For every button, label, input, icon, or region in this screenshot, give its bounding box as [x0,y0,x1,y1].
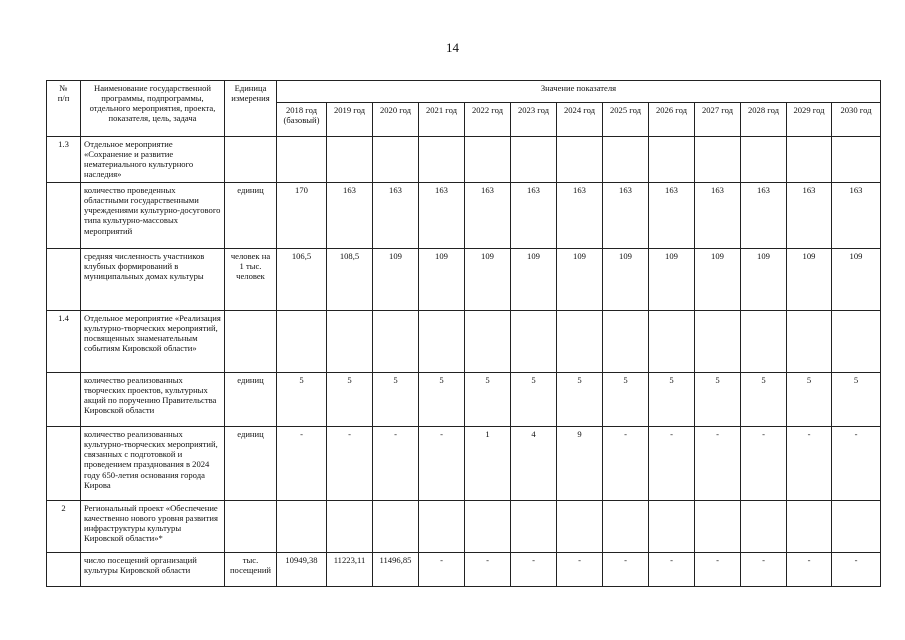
row-value: - [327,427,373,501]
header-year: 2024 год [557,103,603,137]
row-number [47,427,81,501]
table-row [47,501,881,553]
header-row-top [47,81,881,103]
table-row [47,137,881,183]
row-value: 5 [511,373,557,427]
row-value [787,501,832,553]
row-value: 163 [603,183,649,249]
row-value [649,137,695,183]
row-value: - [741,427,787,501]
row-value: 5 [649,373,695,427]
row-value: 11223,11 [327,553,373,587]
row-value: - [277,427,327,501]
row-unit: человек на 1 тыс. человек [225,249,277,311]
row-value: 109 [832,249,881,311]
row-value: - [511,553,557,587]
row-value: 109 [649,249,695,311]
row-value: 109 [465,249,511,311]
row-value: 5 [695,373,741,427]
row-value: 4 [511,427,557,501]
row-value: 5 [277,373,327,427]
page-number: 14 [446,40,459,55]
row-value [465,501,511,553]
header-unit: Единица измерения [225,81,277,137]
row-value [419,311,465,373]
table-body [47,137,881,587]
row-value [277,501,327,553]
row-name: Отдельное мероприятие «Сохранение и развитие нематериального культурного наследия» [81,137,225,183]
row-number [47,553,81,587]
row-name: количество проведенных областными государственными учреждениями культурно-досугового типа культурно-массовых мероприятий [81,183,225,249]
row-unit [225,501,277,553]
row-value: 106,5 [277,249,327,311]
row-value: 163 [695,183,741,249]
header-year: 2027 год [695,103,741,137]
row-value: 5 [373,373,419,427]
table-row [47,183,881,249]
row-value: 163 [741,183,787,249]
row-value [373,137,419,183]
row-value: 109 [511,249,557,311]
header-year: 2026 год [649,103,695,137]
row-value [511,311,557,373]
header-year: 2030 год [832,103,881,137]
row-value: - [603,553,649,587]
row-number [47,373,81,427]
header-year: 2022 год [465,103,511,137]
row-value [649,311,695,373]
row-value: 109 [373,249,419,311]
row-number: 2 [47,501,81,553]
row-value [832,311,881,373]
header-year: 2020 год [373,103,419,137]
row-value: - [741,553,787,587]
row-value: 5 [327,373,373,427]
row-value: 5 [465,373,511,427]
row-value [603,501,649,553]
row-value: - [832,427,881,501]
row-value [695,137,741,183]
row-value [373,501,419,553]
row-value: 163 [327,183,373,249]
row-value [603,137,649,183]
row-number: 1.3 [47,137,81,183]
row-value [277,137,327,183]
row-value: 163 [373,183,419,249]
row-value: - [787,553,832,587]
row-value [327,311,373,373]
row-value [649,501,695,553]
row-value: 1 [465,427,511,501]
table-row [47,553,881,587]
row-value: 5 [557,373,603,427]
row-value [277,311,327,373]
header-num: № п/п [47,81,81,137]
row-value [465,137,511,183]
row-value: - [603,427,649,501]
row-value [419,501,465,553]
row-value: 109 [695,249,741,311]
row-unit [225,137,277,183]
row-value: 163 [511,183,557,249]
header-name: Наименование государственной программы, подпрограммы, отдельного мероприятия, проекта, показателя, цель, задача [81,81,225,137]
row-value [419,137,465,183]
row-name: средняя численность участников клубных формирований в муниципальных домах культуры [81,249,225,311]
table-row [47,427,881,501]
row-name: Региональный проект «Обеспечение качественно нового уровня развития инфраструктуры культуры Кировской области»* [81,501,225,553]
row-value [832,501,881,553]
row-value [373,311,419,373]
row-unit: единиц [225,427,277,501]
row-value [695,501,741,553]
table-row [47,249,881,311]
row-value: 5 [603,373,649,427]
row-name: количество реализованных творческих проектов, культурных акций по поручению Правительства Кировской области [81,373,225,427]
row-number: 1.4 [47,311,81,373]
row-value [832,137,881,183]
row-value: 170 [277,183,327,249]
row-value: - [649,553,695,587]
header-year: 2028 год [741,103,787,137]
row-name: количество реализованных культурно-творческих мероприятий, связанных с подготовкой и проведением празднования в 2024 году 650-летия основания города Кирова [81,427,225,501]
row-value: 5 [832,373,881,427]
row-value: 163 [787,183,832,249]
row-value: 9 [557,427,603,501]
table-row [47,311,881,373]
row-value: 109 [603,249,649,311]
row-value [327,137,373,183]
row-value: - [419,553,465,587]
row-value [741,501,787,553]
row-name: Отдельное мероприятие «Реализация культурно-творческих мероприятий, посвященных знаменательным событиям Кировской области» [81,311,225,373]
row-value: - [373,427,419,501]
header-year: 2018 год (базовый) [277,103,327,137]
row-value: 109 [741,249,787,311]
row-value: - [695,427,741,501]
row-number [47,249,81,311]
row-unit [225,311,277,373]
row-unit: единиц [225,183,277,249]
header-year: 2029 год [787,103,832,137]
row-value: 163 [557,183,603,249]
indicators-table [46,80,881,587]
row-value [787,311,832,373]
header-year: 2021 год [419,103,465,137]
row-value [557,311,603,373]
header-values-title: Значение показателя [277,81,881,103]
header-year: 2025 год [603,103,649,137]
row-value [511,501,557,553]
row-value [741,137,787,183]
row-value [741,311,787,373]
row-number [47,183,81,249]
row-value: - [695,553,741,587]
row-value: - [419,427,465,501]
row-value [557,501,603,553]
row-value: 5 [419,373,465,427]
row-value: 5 [787,373,832,427]
row-value [787,137,832,183]
header-year: 2023 год [511,103,557,137]
row-value: - [649,427,695,501]
row-value: 109 [787,249,832,311]
row-value: 163 [465,183,511,249]
row-value [603,311,649,373]
row-value: 163 [832,183,881,249]
row-name: число посещений организаций культуры Кировской области [81,553,225,587]
row-value: 163 [649,183,695,249]
row-value: 10949,38 [277,553,327,587]
header-year: 2019 год [327,103,373,137]
row-value: - [787,427,832,501]
row-value: - [557,553,603,587]
row-value [327,501,373,553]
row-value [465,311,511,373]
row-value: 108,5 [327,249,373,311]
row-value [695,311,741,373]
row-value: 5 [741,373,787,427]
row-unit: единиц [225,373,277,427]
table-row [47,373,881,427]
row-unit: тыс. посещений [225,553,277,587]
row-value: - [465,553,511,587]
row-value: 109 [419,249,465,311]
row-value: - [832,553,881,587]
row-value: 11496,85 [373,553,419,587]
row-value [557,137,603,183]
row-value [511,137,557,183]
row-value: 109 [557,249,603,311]
row-value: 163 [419,183,465,249]
